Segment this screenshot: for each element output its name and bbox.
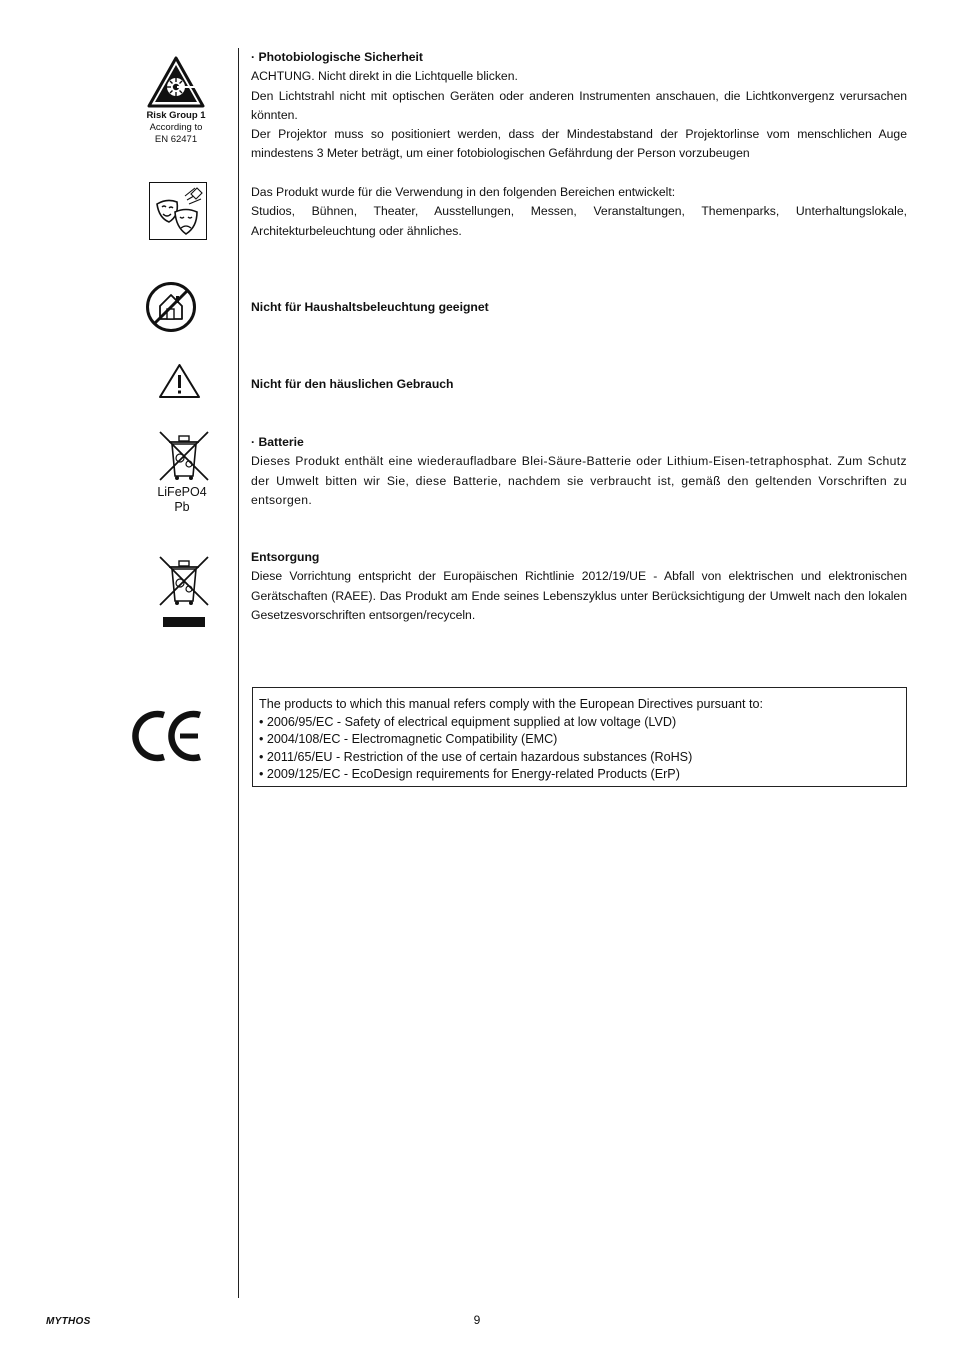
usage-intro: Das Produkt wurde für die Verwendung in den folgenden Bereichen entwickelt: xyxy=(251,185,676,199)
usage-section xyxy=(251,183,907,241)
battery-heading: · Batterie xyxy=(251,435,304,449)
footer-brand: MYTHOS xyxy=(46,1316,91,1327)
usage-list: Studios, Bühnen, Theater, Ausstellungen, Messen, Veranstaltungen, Themenparks, Unterhaltungslokale, Architekturbeleuchtung oder ähnliches. xyxy=(251,204,907,238)
battery-text: Dieses Produkt enthält eine wiederaufladbare Blei-Säure-Batterie oder Lithium-Eisen-tetraphosphat. Zum Schutz der Umwelt bitten wir Sie, diese Batterie, nachdem sie verbraucht ist, gemäß den geltenden Vorschriften zu entsorgen. xyxy=(251,454,907,507)
ce-directive-item: • 2009/125/EC - EcoDesign requirements for Energy-related Products (ErP) xyxy=(259,767,680,782)
disposal-text: Diese Vorrichtung entspricht der Europäischen Richtlinie 2012/19/UE - Abfall von elektrischen und elektronischen Gerätschaften (RAEE). Das Produkt am Ende seines Lebenszyklus unter Berücksichtigung der Umwelt nach den lokalen Gesetzesvorschriften entsorgen/recyceln. xyxy=(251,569,907,622)
theatre-masks-icon xyxy=(149,182,207,240)
ce-directive-item: • 2006/95/EC - Safety of electrical equipment supplied at low voltage (LVD) xyxy=(259,714,677,729)
ce-directive-item: • 2004/108/EC - Electromagnetic Compatibility (EMC) xyxy=(259,732,558,747)
ce-intro: The products to which this manual refers comply with the European Directives pursuant to: xyxy=(259,697,763,711)
risk-group-label xyxy=(140,110,212,146)
battery-type-label xyxy=(150,485,214,515)
battery-section xyxy=(251,433,907,510)
no-household-icon xyxy=(145,281,197,333)
risk-group-standard: EN 62471 xyxy=(154,134,198,145)
photobiological-heading: · Photobiologische Sicherheit xyxy=(251,50,423,64)
battery-type-lifepo4: LiFePO4 xyxy=(157,485,207,499)
photobiological-warning: ACHTUNG. Nicht direkt in die Lichtquelle blicken. xyxy=(251,69,518,84)
disposal-section xyxy=(251,548,907,625)
battery-type-pb: Pb xyxy=(174,500,190,514)
page-number: 9 xyxy=(473,1313,481,1327)
warning-icon xyxy=(158,363,201,399)
column-divider xyxy=(238,48,239,1298)
disposal-heading: Entsorgung xyxy=(251,550,320,564)
ce-mark-icon xyxy=(134,710,204,762)
laser-warning-icon xyxy=(147,56,205,108)
household-notice: Nicht für Haushaltsbeleuchtung geeignet xyxy=(251,300,489,314)
ce-compliance-box xyxy=(252,687,907,787)
risk-group-standard-line: According to xyxy=(149,122,203,133)
crossed-bin-icon xyxy=(158,430,210,482)
risk-group-title: Risk Group 1 xyxy=(146,110,206,121)
photobiological-section xyxy=(251,48,907,164)
photobiological-paragraph: Den Lichtstrahl nicht mit optischen Geräten oder anderen Instrumenten anschauen, die Lichtkonvergenz verursachen könnten. xyxy=(251,88,907,122)
domestic-notice: Nicht für den häuslichen Gebrauch xyxy=(251,377,454,391)
ce-directive-item: • 2011/65/EU - Restriction of the use of certain hazardous substances (RoHS) xyxy=(259,749,693,764)
photobiological-paragraph: Der Projektor muss so positioniert werden, dass der Mindestabstand der Projektorlinse vom menschlichen Auge mindestens 3 Meter beträgt, um einer fotobiologischen Gefährdung der Person vorzubeugen xyxy=(251,127,907,161)
crossed-bin-icon xyxy=(158,555,210,629)
